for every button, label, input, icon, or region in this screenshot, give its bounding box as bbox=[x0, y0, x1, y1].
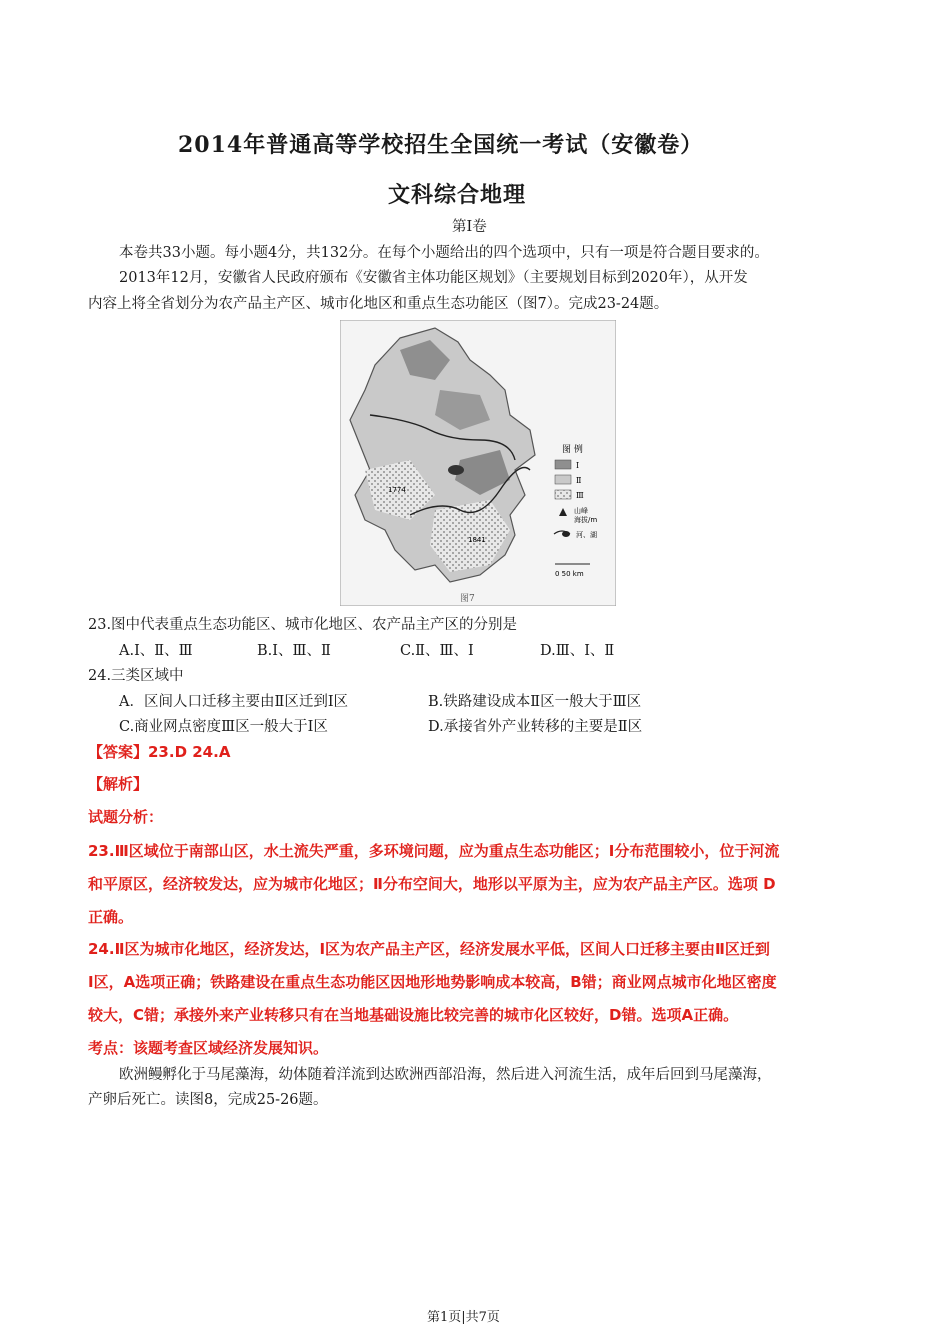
legend-swatch-iii bbox=[555, 490, 571, 499]
q23-option-d: D.Ⅲ、Ⅰ、Ⅱ bbox=[540, 643, 615, 659]
analysis-24-line3: 较大，C错；承接外来产业转移只有在当地基础设施比较完善的城市化区较好，D错。选项A正确。 bbox=[88, 1006, 739, 1024]
analysis-head: 试题分析： bbox=[88, 808, 164, 826]
q24-stem: 24.三类区域中 bbox=[88, 668, 184, 684]
analysis-24-line1: 24.Ⅱ区为城市化地区，经济发达，Ⅰ区为农产品主产区，经济发展水平低，区间人口迁移主要由Ⅱ区迁到 bbox=[88, 940, 770, 958]
page-subtitle: 文科综合地理 bbox=[388, 182, 527, 208]
analysis-24-line2: Ⅰ区，A选项正确；铁路建设在重点生态功能区因地形地势影响成本较高，B错；商业网点城市化地区密度 bbox=[88, 973, 777, 991]
kaodian-line: 考点：该题考查区域经济发展知识。 bbox=[88, 1039, 329, 1057]
legend-swatch-ii bbox=[555, 475, 571, 484]
q23-option-a: A.Ⅰ、Ⅱ、Ⅲ bbox=[119, 643, 193, 659]
q23-option-b: B.Ⅰ、Ⅲ、Ⅱ bbox=[257, 643, 331, 659]
peak-label-2: 1841 bbox=[468, 536, 486, 544]
legend-label-iii: Ⅲ bbox=[576, 491, 584, 500]
figure-caption: 图7 bbox=[460, 594, 475, 604]
q23-option-c: C.Ⅱ、Ⅲ、Ⅰ bbox=[400, 643, 474, 659]
next-passage-line2: 产卵后死亡。读图8，完成25-26题。 bbox=[88, 1092, 328, 1108]
legend-swatch-i bbox=[555, 460, 571, 469]
analysis-label: 【解析】 bbox=[88, 775, 149, 793]
scale-label: 0 50 km bbox=[555, 570, 584, 578]
q23-stem: 23.图中代表重点生态功能区、城市化地区、农产品主产区的分别是 bbox=[88, 617, 518, 633]
next-passage-line1: 欧洲鳗孵化于马尾藻海，幼体随着洋流到达欧洲西部沿海，然后进入河流生活，成年后回到马尾藻海， bbox=[119, 1067, 772, 1083]
intro-line: 本卷共33小题。每小题4分，共132分。在每个小题给出的四个选项中，只有一项是符合题目要求的。 bbox=[119, 245, 769, 261]
legend-label-i: Ⅰ bbox=[576, 461, 580, 470]
analysis-23-line2: 和平原区，经济较发达，应为城市化地区；Ⅱ分布空间大，地形以平原为主，应为农产品主产区。选项 D bbox=[88, 875, 776, 893]
chaohu-lake bbox=[448, 465, 464, 475]
q24-option-b: B.铁路建设成本Ⅱ区一般大于Ⅲ区 bbox=[428, 694, 642, 710]
intro-paragraph-line1: 2013年12月，安徽省人民政府颁布《安徽省主体功能区规划》（主要规划目标到2020年），从开发 bbox=[119, 270, 748, 286]
answer-label: 【答案】23.D 24.A bbox=[88, 743, 231, 761]
intro-paragraph-line2: 内容上将全省划分为农产品主产区、城市化地区和重点生态功能区（图7）。完成23-24题。 bbox=[88, 296, 669, 312]
legend-label-ii: Ⅱ bbox=[576, 476, 582, 485]
legend-river-label: 河、湖 bbox=[576, 531, 597, 539]
q24-option-a: A．区间人口迁移主要由Ⅱ区迁到Ⅰ区 bbox=[119, 694, 349, 710]
analysis-23-line3: 正确。 bbox=[88, 908, 134, 926]
legend-elevation-label: 海拔/m bbox=[574, 516, 598, 524]
legend-peak-label: 山峰 bbox=[574, 507, 588, 515]
peak-label-1: 1774 bbox=[388, 486, 406, 494]
q24-option-c: C.商业网点密度Ⅲ区一般大于Ⅰ区 bbox=[119, 719, 328, 735]
page-footer: 第1页|共7页 bbox=[427, 1310, 500, 1325]
analysis-23-line1: 23.Ⅲ区域位于南部山区，水土流失严重，多环境问题，应为重点生态功能区；Ⅰ分布范围较小，位于河流 bbox=[88, 842, 780, 860]
q24-option-d: D.承接省外产业转移的主要是Ⅱ区 bbox=[428, 719, 643, 735]
lake-icon bbox=[562, 531, 570, 537]
volume-label: 第Ⅰ卷 bbox=[452, 219, 487, 235]
page-title: 2014年普通高等学校招生全国统一考试（安徽卷） bbox=[178, 132, 704, 158]
anhui-function-zone-map bbox=[340, 320, 616, 606]
legend-title: 图 例 bbox=[562, 445, 583, 455]
